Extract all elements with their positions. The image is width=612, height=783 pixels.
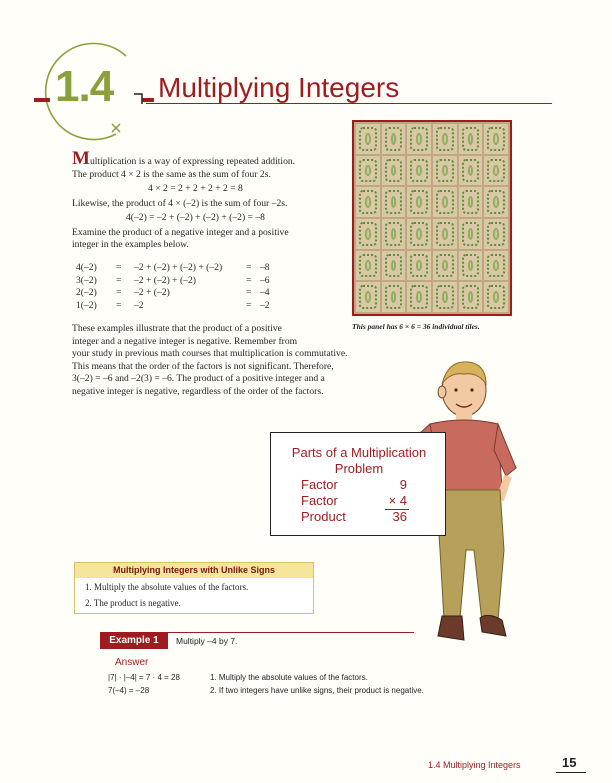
example-badge: Example 1 — [100, 633, 168, 649]
parts-label: Product — [301, 509, 346, 524]
tile-panel-image — [352, 120, 512, 316]
section-number: 1.4 — [55, 62, 114, 111]
table-row: 1(–2) = –2 = –2 — [76, 299, 270, 311]
intro-paragraph — [72, 148, 342, 252]
image-caption: This panel has 6 × 6 = 36 individual tiles. — [352, 322, 480, 331]
rule-box — [74, 562, 314, 614]
answer-step-note: 2. If two integers have unlike signs, their product is negative. — [210, 686, 424, 695]
parts-label: Factor — [301, 477, 338, 492]
intro-line-5: integer in the examples below. — [72, 239, 189, 250]
parts-value: 9 — [399, 477, 407, 492]
running-head: 1.4 Multiplying Integers — [428, 760, 521, 770]
parts-title-line-1: Parts of a Multiplication — [291, 445, 427, 460]
parts-value: × 4 — [388, 493, 407, 508]
parts-value: 36 — [392, 509, 407, 524]
intro-line-3: Likewise, the product of 4 × (–2) is the sum of four –2s. — [72, 197, 288, 209]
rule-item: 2. The product is negative. — [85, 598, 181, 608]
parts-of-multiplication-box — [270, 432, 446, 536]
rule-item: 1. Multiply the absolute values of the factors. — [85, 582, 249, 592]
example-prompt: Multiply –4 by 7. — [176, 636, 238, 646]
table-row: 3(–2) = –2 + (–2) + (–2) = –6 — [76, 274, 270, 286]
page-number: 15 — [562, 755, 577, 770]
parts-title-line-2: Problem — [334, 461, 384, 476]
page-number-rule — [556, 772, 586, 773]
page-title: Multiplying Integers — [158, 72, 400, 103]
parts-label: Factor — [301, 493, 338, 508]
table-row: 4(–2) = –2 + (–2) + (–2) + (–2) = –8 — [76, 262, 270, 273]
answer-label: Answer — [115, 657, 149, 668]
intro-line-4: Examine the product of a negative integer and a positive — [72, 226, 289, 238]
answer-step-note: 1. Multiply the absolute values of the factors. — [210, 673, 368, 682]
explanation-paragraph: These examples illustrate that the product of a positive integer and a negative integer is negative. Remember from your study in previous math courses that multiplication is commutative. This means that the order of the factors is not significant. Therefore, 3(–2) = –6 and –2(3) = –6. The product of a positive integer and a negative integer is negative, regardless of the order of the factors. — [72, 323, 348, 397]
rule-heading: Multiplying Integers with Unlike Signs — [75, 563, 313, 578]
answer-step-math: 7(–4) = –28 — [108, 686, 150, 695]
intro-line-1: Multiplication is a way of expressing repeated addition. — [72, 148, 296, 169]
equation-1: 4 × 2 = 2 + 2 + 2 + 2 = 8 — [148, 183, 243, 194]
drop-cap: M — [72, 148, 90, 169]
equation-2: 4(–2) = –2 + (–2) + (–2) + (–2) = –8 — [126, 212, 265, 223]
title-rule — [146, 103, 552, 104]
table-row: 2(–2) = –2 + (–2) = –4 — [76, 287, 270, 298]
answer-step-math: |7| · |–4| = 7 · 4 = 28 — [108, 673, 180, 682]
intro-line-2: The product 4 × 2 is the same as the sum of four 2s. — [72, 168, 271, 180]
examples-table — [76, 262, 276, 312]
